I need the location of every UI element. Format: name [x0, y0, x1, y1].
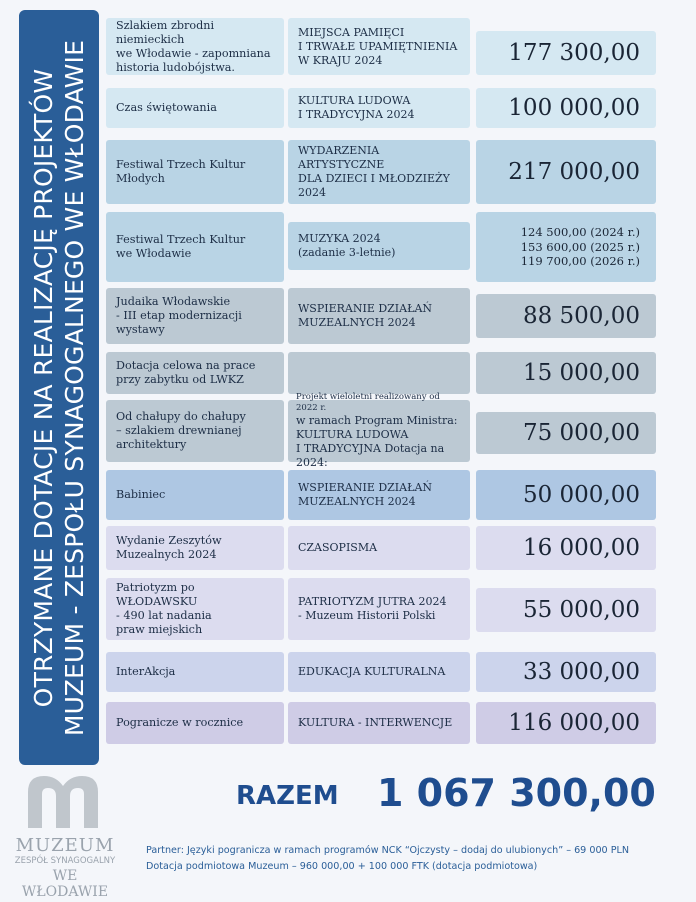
- program-cell: MUZYKA 2024 (zadanie 3-letnie): [288, 222, 470, 270]
- table-row: [106, 702, 656, 744]
- table-row: [106, 140, 656, 204]
- amount-cell: 33 000,00: [476, 652, 656, 692]
- table-row: [106, 18, 656, 75]
- program-cell: PATRIOTYZM JUTRA 2024 - Muzeum Historii Polski: [288, 578, 470, 640]
- title-text: [28, 18, 90, 758]
- amount-cell: 100 000,00: [476, 88, 656, 128]
- project-name-cell: Szlakiem zbrodni niemieckich we Włodawie - zapomniana historia ludobójstwa.: [106, 18, 284, 75]
- project-name-cell: Judaika Włodawskie - III etap modernizacji wystawy: [106, 288, 284, 344]
- amount-cell: 16 000,00: [476, 526, 656, 570]
- logo-line-2: ZESPÓŁ SYNAGOGALNY: [14, 856, 116, 866]
- amount-cell: 50 000,00: [476, 470, 656, 520]
- amount-cell: 15 000,00: [476, 352, 656, 394]
- program-cell: EDUKACJA KULTURALNA: [288, 652, 470, 692]
- program-cell: KULTURA - INTERWENCJE: [288, 702, 470, 744]
- table-row: [106, 212, 656, 282]
- program-cell: WYDARZENIA ARTYSTYCZNE DLA DZIECI I MŁODZIEŻY 2024: [288, 140, 470, 204]
- table-row: [106, 88, 656, 128]
- footer-partner: Partner: Języki pogranicza w ramach programów NCK “Ojczysty – dodaj do ulubionych” – 69 000 PLN: [146, 845, 630, 856]
- program-cell: [288, 352, 470, 394]
- program-cell: KULTURA LUDOWA I TRADYCYJNA 2024: [288, 88, 470, 128]
- project-name-cell: Od chałupy do chałupy – szlakiem drewnianej architektury: [106, 400, 284, 462]
- project-name-cell: Patriotyzm po WŁODAWSKU - 490 lat nadania praw miejskich: [106, 578, 284, 640]
- table-row: [106, 392, 656, 469]
- amount-cell: 55 000,00: [476, 588, 656, 632]
- multi-year-amounts: 124 500,00 (2024 r.) 153 600,00 (2025 r.) 119 700,00 (2026 r.): [520, 225, 640, 269]
- project-name-cell: Pogranicze w rocznice: [106, 702, 284, 744]
- project-name-cell: Wydanie Zeszytów Muzealnych 2024: [106, 526, 284, 570]
- table-row: [106, 470, 656, 520]
- amount-cell: 217 000,00: [476, 140, 656, 204]
- project-name-cell: Festiwal Trzech Kultur we Włodawie: [106, 212, 284, 282]
- program-note: Projekt wieloletni realizowany od 2022 r.: [296, 392, 440, 413]
- project-name-cell: Babiniec: [106, 470, 284, 520]
- amount-cell: 116 000,00: [476, 702, 656, 744]
- table-row: [106, 526, 656, 570]
- project-name-cell: Dotacja celowa na prace przy zabytku od LWKZ: [106, 352, 284, 394]
- program-cell: WSPIERANIE DZIAŁAŃ MUZEALNYCH 2024: [288, 288, 470, 344]
- title-banner: [19, 10, 99, 765]
- museum-logo-icon: [22, 772, 104, 828]
- amount-cell: 177 300,00: [476, 31, 656, 75]
- table-row: [106, 578, 656, 640]
- total-value: 1 067 300,00: [377, 771, 656, 815]
- table-row: [106, 652, 656, 692]
- program-cell: MIEJSCA PAMIĘCI I TRWAŁE UPAMIĘTNIENIA W KRAJU 2024: [288, 18, 470, 75]
- title-line-2: MUZEUM - ZESPOŁU SYNAGOGALNEGO WE WŁODAWIE: [60, 39, 89, 736]
- project-name-cell: Festiwal Trzech Kultur Młodych: [106, 140, 284, 204]
- title-line-1: OTRZYMANE DOTACJE NA REALIZACJĘ PROJEKTÓW: [29, 68, 58, 707]
- program-cell: CZASOPISMA: [288, 526, 470, 570]
- amount-cell: 88 500,00: [476, 294, 656, 338]
- amount-cell: [476, 212, 656, 282]
- project-name-cell: Czas świętowania: [106, 88, 284, 128]
- project-name-cell: InterAkcja: [106, 652, 284, 692]
- program-cell: WSPIERANIE DZIAŁAŃ MUZEALNYCH 2024: [288, 470, 470, 520]
- logo-line-3: WE WŁODAWIE: [21, 868, 109, 900]
- table-row: [106, 352, 656, 394]
- amount-cell: 75 000,00: [476, 412, 656, 454]
- footer-subsidy: Dotacja podmiotowa Muzeum – 960 000,00 + 100 000 FTK (dotacja podmiotowa): [146, 861, 538, 872]
- logo-line-1: MUZEUM: [15, 835, 115, 856]
- total-label: RAZEM: [236, 781, 339, 811]
- program-cell: Projekt wieloletni realizowany od 2022 r. w ramach Program Ministra: KULTURA LUDOWA I TRADYCYJNA Dotacja na 2024:: [288, 400, 470, 462]
- table-row: [106, 288, 656, 344]
